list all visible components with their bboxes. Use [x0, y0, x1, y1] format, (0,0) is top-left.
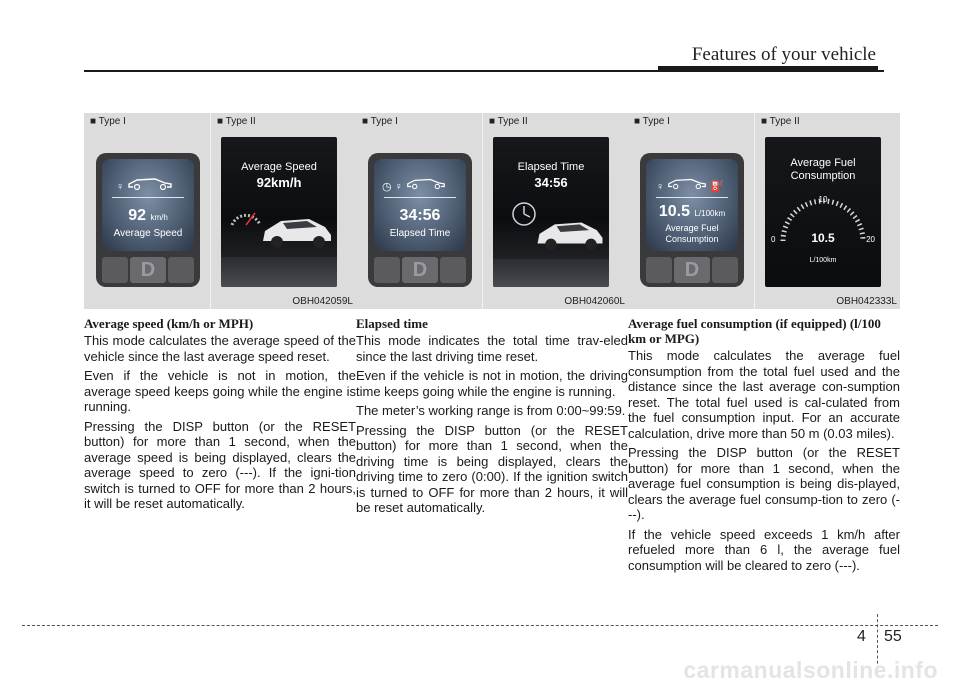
figure-average-speed — [84, 113, 356, 309]
figure-type2 — [754, 113, 901, 309]
square-bullet-icon: ■ — [634, 116, 641, 127]
car-icon — [406, 176, 446, 190]
supervision-display: Elapsed Time 34:56 — [493, 137, 609, 287]
figure-type2 — [482, 113, 629, 309]
figure-type1 — [356, 113, 482, 309]
paragraph: Pressing the DISP button (or the RESET button) for more than 1 second, when the driving time is being displayed, clears the driving time to zero (0:00). If the ignition switch is turned to OFF for more than 2 hours, it will be reset automatically. — [356, 422, 628, 515]
key-icon: ♀ — [394, 181, 403, 193]
figure-type1 — [84, 113, 210, 309]
key-icon: ♀ — [116, 181, 125, 193]
type1-label: ■ Type I — [362, 116, 398, 127]
section-heading: Elapsed time — [356, 316, 428, 331]
footer-rule — [22, 625, 938, 626]
car-icon — [667, 176, 707, 190]
supervision-display: Average Speed 92km/h — [221, 137, 337, 287]
key-icon: ♀ — [656, 181, 665, 193]
watermark: carmanualsonline.info — [683, 657, 938, 683]
car-icon — [127, 176, 173, 190]
square-bullet-icon: ■ — [217, 116, 224, 127]
paragraph: This mode indicates the total time trav-eled since the last driving time reset. — [356, 333, 628, 364]
car-illustration — [533, 211, 607, 253]
figure-type1 — [628, 113, 754, 309]
supervision-display: Average Fuel Consumption 10 0 20 10.5 L/100km — [765, 137, 881, 287]
figure-elapsed-time — [356, 113, 628, 309]
type1-label: ■ Type I — [90, 116, 126, 127]
car-illustration — [259, 207, 335, 251]
type1-label: ■ Type I — [634, 116, 670, 127]
type2-label: ■ Type II — [761, 116, 800, 127]
instrument-cluster-screen: ♀ 92 km/h Average Speed D — [96, 153, 200, 287]
type2-label: ■ Type II — [489, 116, 528, 127]
type2-label: ■ Type II — [217, 116, 256, 127]
paragraph: This mode calculates the average fuel consumption from the total fuel used and the distance since the last average con-sumption reset. The total fuel used is cal-culated from the fuel consumption input. For an accurate calculation, drive more than 50 m (0.03 miles). — [628, 348, 900, 441]
square-bullet-icon: ■ — [761, 116, 768, 127]
column-elapsed-time — [356, 316, 628, 520]
page-number: 55 — [884, 628, 902, 645]
clock-icon: ◷ — [382, 181, 392, 193]
gear-indicator: D — [402, 257, 438, 283]
paragraph: This mode calculates the average speed of the vehicle since the last average speed reset. — [84, 333, 356, 364]
header-rule-accent — [658, 66, 878, 72]
figure-code: OBH042059L — [292, 296, 353, 307]
paragraph: Even if the vehicle is not in motion, the driving time keeps going while the engine is running. — [356, 368, 628, 399]
section-heading: Average speed (km/h or MPH) — [84, 316, 254, 331]
fuel-pump-icon: ⛽ — [710, 181, 725, 193]
instrument-cluster-screen: ◷ ♀ 34:56 Elapsed Time D — [368, 153, 472, 287]
figure-average-fuel-consumption — [628, 113, 900, 309]
paragraph: Pressing the DISP button (or the RESET button) for more than 1 second, when the average speed is being displayed, clears the average speed to zero (---). If the igni-tion switch is turned to OFF for more than 2 hours, it will be reset automatically. — [84, 418, 356, 511]
column-average-fuel-consumption — [628, 316, 900, 577]
square-bullet-icon: ■ — [489, 116, 496, 127]
paragraph: The meter’s working range is from 0:00~99:59. — [356, 403, 626, 418]
square-bullet-icon: ■ — [90, 116, 97, 127]
instrument-cluster-screen: ♀ ⛽ 10.5 L/100km Average Fuel Consumption D — [640, 153, 744, 287]
paragraph: Even if the vehicle is not in motion, the average speed keeps going while the engine is running. — [84, 368, 356, 414]
square-bullet-icon: ■ — [362, 116, 369, 127]
speedometer-icon — [229, 199, 263, 229]
paragraph: If the vehicle speed exceeds 1 km/h after refueled more than 6 l, the average fuel consumption will be cleared to zero (---). — [628, 526, 900, 573]
figure-code: OBH042060L — [564, 296, 625, 307]
figure-code: OBH042333L — [836, 296, 897, 307]
paragraph: Pressing the DISP button (or the RESET button) for more than 1 second, when the average fuel consumption is being dis-played, clears the average fuel consump-tion to zero (---). — [628, 445, 900, 522]
section-number: 4 — [857, 628, 866, 645]
page-header-title: Features of your vehicle — [691, 44, 876, 65]
figure-type2 — [210, 113, 357, 309]
gear-indicator: D — [674, 257, 710, 283]
section-heading: Average fuel consumption (if equipped) (l/100 km or MPG) — [628, 316, 881, 346]
gear-indicator: D — [130, 257, 166, 283]
column-average-speed — [84, 316, 356, 516]
